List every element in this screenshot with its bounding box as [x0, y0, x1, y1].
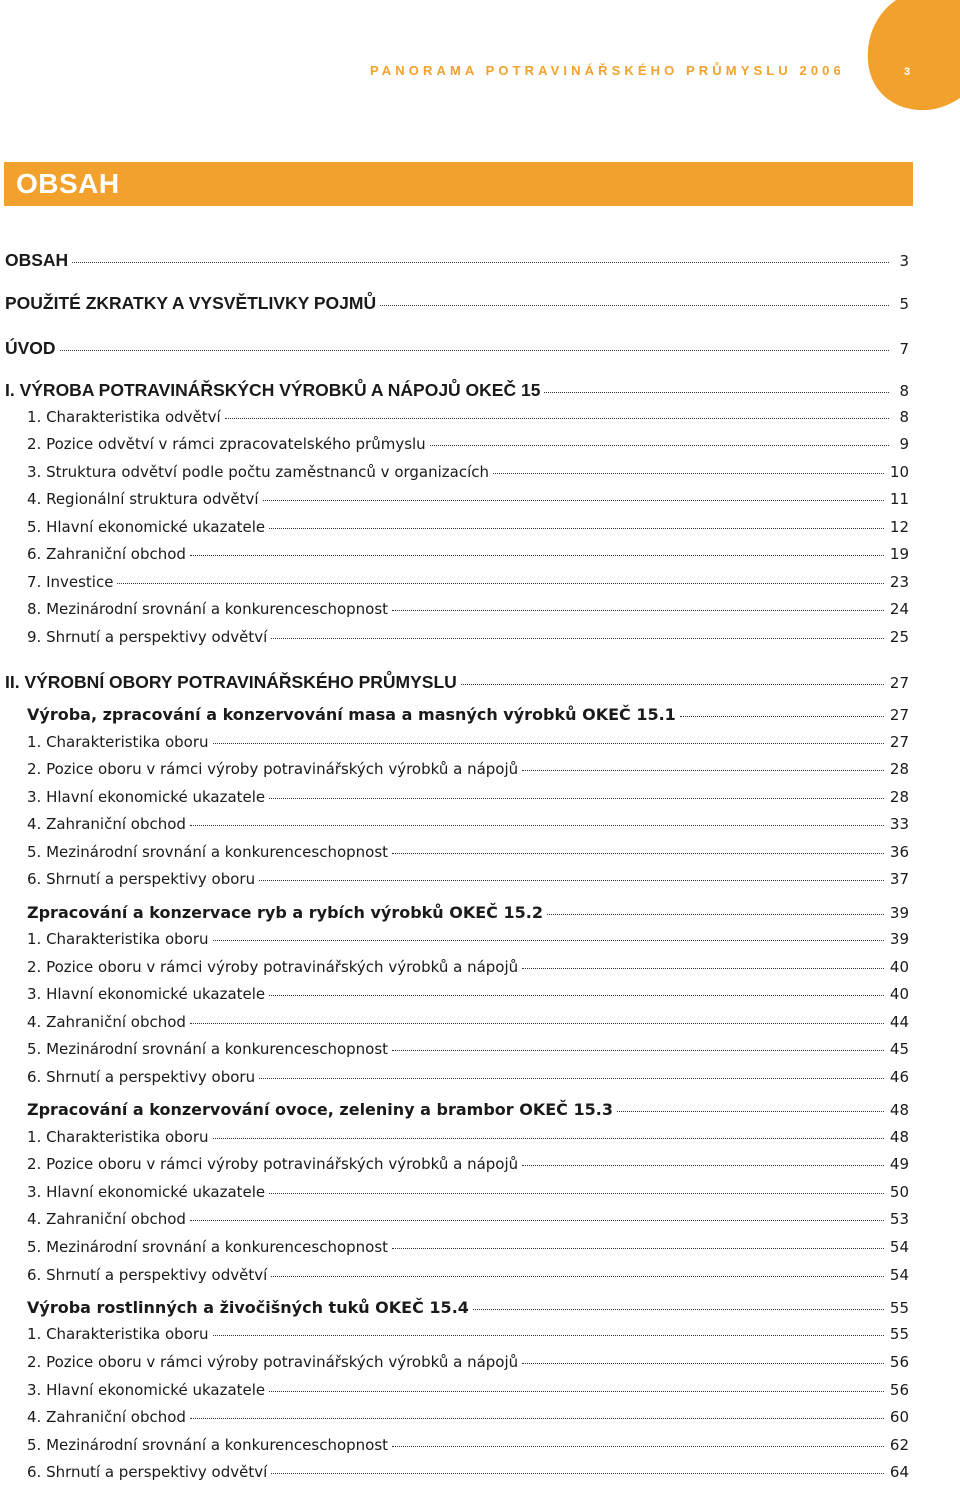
toc-entry-label: 4. Zahraniční obchod	[27, 1013, 186, 1031]
toc-entry[interactable]	[27, 463, 909, 485]
toc-page-number: 8	[899, 382, 909, 400]
dot-leader	[259, 880, 884, 881]
toc-page-number: 54	[889, 1238, 909, 1256]
toc-entry-label: 6. Shrnutí a perspektivy odvětví	[27, 1266, 268, 1284]
dot-leader	[271, 638, 884, 639]
toc-page-number: 28	[889, 760, 909, 778]
dot-leader	[392, 853, 884, 854]
section-title-bar	[4, 162, 913, 206]
toc-page-number: 64	[889, 1463, 909, 1481]
toc-entry-label: 6. Shrnutí a perspektivy oboru	[27, 870, 256, 888]
dot-leader	[392, 1248, 884, 1249]
dot-leader	[522, 770, 884, 771]
toc-entry[interactable]	[27, 1408, 909, 1430]
toc-entry[interactable]	[27, 1210, 909, 1232]
dot-leader	[269, 1391, 884, 1392]
toc-page-number: 62	[889, 1436, 909, 1454]
toc-page-number: 53	[889, 1210, 909, 1228]
toc-entry[interactable]	[27, 705, 909, 727]
toc-page-number: 24	[889, 600, 909, 618]
dot-leader	[544, 392, 889, 393]
toc-entry-label: 5. Mezinárodní srovnání a konkurenceschopnost	[27, 1040, 389, 1058]
dot-leader	[190, 1418, 884, 1419]
toc-entry[interactable]	[27, 903, 909, 925]
running-header: PANORAMA POTRAVINÁŘSKÉHO PRŮMYSLU 2006	[370, 63, 845, 78]
toc-entry[interactable]	[27, 870, 909, 892]
dot-leader	[392, 1050, 884, 1051]
dot-leader	[269, 995, 884, 996]
toc-entry-label: 5. Hlavní ekonomické ukazatele	[27, 518, 266, 536]
toc-entry-label: Výroba, zpracování a konzervování masa a masných výrobků OKEČ 15.1	[27, 705, 676, 724]
toc-entry[interactable]	[27, 1381, 909, 1403]
toc-page-number: 11	[889, 490, 909, 508]
toc-page-number: 25	[889, 628, 909, 646]
toc-entry-label: 2. Pozice oboru v rámci výroby potravinářských výrobků a nápojů	[27, 958, 519, 976]
toc-entry[interactable]	[27, 1325, 909, 1347]
dot-leader	[263, 500, 884, 501]
toc-entry[interactable]	[5, 293, 909, 315]
dot-leader	[522, 968, 884, 969]
dot-leader	[190, 825, 884, 826]
dot-leader	[473, 1309, 884, 1310]
toc-page-number: 48	[889, 1101, 909, 1119]
dot-leader	[213, 1335, 884, 1336]
toc-entry-label: 6. Shrnutí a perspektivy oboru	[27, 1068, 256, 1086]
toc-entry-label: 3. Struktura odvětví podle počtu zaměstnanců v organizacích	[27, 463, 490, 481]
toc-entry-label: ÚVOD	[5, 338, 56, 358]
toc-entry-label: 3. Hlavní ekonomické ukazatele	[27, 985, 266, 1003]
dot-leader	[190, 555, 884, 556]
toc-entry-label: 4. Regionální struktura odvětví	[27, 490, 259, 508]
dot-leader	[72, 262, 889, 263]
toc-entry[interactable]	[27, 490, 909, 512]
toc-page-number: 27	[889, 706, 909, 724]
toc-page-number: 27	[889, 733, 909, 751]
toc-page-number: 46	[889, 1068, 909, 1086]
toc-entry-label: I. VÝROBA POTRAVINÁŘSKÝCH VÝROBKŮ A NÁPOJŮ OKEČ 15	[5, 380, 541, 400]
toc-entry[interactable]	[27, 930, 909, 952]
toc-page-number: 36	[889, 843, 909, 861]
toc-entry[interactable]	[27, 1183, 909, 1205]
toc-entry[interactable]	[27, 1298, 909, 1320]
toc-page-number: 7	[899, 340, 909, 358]
dot-leader	[522, 1165, 884, 1166]
toc-entry[interactable]	[27, 518, 909, 540]
page-number: 3	[904, 66, 911, 78]
dot-leader	[269, 528, 884, 529]
toc-entry[interactable]	[5, 380, 909, 402]
toc-page-number: 45	[889, 1040, 909, 1058]
toc-page-number: 10	[889, 463, 909, 481]
toc-entry[interactable]	[5, 338, 909, 360]
toc-entry-label: POUŽITÉ ZKRATKY A VYSVĚTLIVKY POJMŮ	[5, 293, 377, 313]
toc-entry[interactable]	[27, 1040, 909, 1062]
toc-entry-label: 3. Hlavní ekonomické ukazatele	[27, 788, 266, 806]
toc-entry[interactable]	[27, 958, 909, 980]
toc-entry-label: Zpracování a konzervování ovoce, zeleniny a brambor OKEČ 15.3	[27, 1100, 613, 1119]
toc-page-number: 55	[889, 1325, 909, 1343]
toc-entry-label: 3. Hlavní ekonomické ukazatele	[27, 1381, 266, 1399]
dot-leader	[522, 1363, 884, 1364]
toc-page-number: 8	[899, 408, 909, 426]
toc-page-number: 39	[889, 930, 909, 948]
toc-page-number: 54	[889, 1266, 909, 1284]
toc-entry[interactable]	[27, 1128, 909, 1150]
dot-leader	[430, 445, 889, 446]
toc-entry-label: 1. Charakteristika odvětví	[27, 408, 221, 426]
dot-leader	[213, 743, 884, 744]
toc-entry-label: 4. Zahraniční obchod	[27, 815, 186, 833]
dot-leader	[269, 798, 884, 799]
toc-entry[interactable]	[27, 1013, 909, 1035]
toc-entry-label: 4. Zahraniční obchod	[27, 1210, 186, 1228]
toc-entry[interactable]	[27, 843, 909, 865]
toc-page-number: 19	[889, 545, 909, 563]
toc-entry[interactable]	[27, 408, 909, 430]
toc-page-number: 23	[889, 573, 909, 591]
toc-entry[interactable]	[27, 1266, 909, 1288]
toc-page-number: 56	[889, 1381, 909, 1399]
toc-page-number: 56	[889, 1353, 909, 1371]
toc-entry[interactable]	[27, 628, 909, 650]
toc-entry-label: 5. Mezinárodní srovnání a konkurenceschopnost	[27, 1436, 389, 1454]
toc-page-number: 5	[899, 295, 909, 313]
toc-entry-label: 6. Zahraniční obchod	[27, 545, 186, 563]
toc-page-number: 37	[889, 870, 909, 888]
toc-entry-label: Zpracování a konzervace ryb a rybích výrobků OKEČ 15.2	[27, 903, 543, 922]
toc-page-number: 48	[889, 1128, 909, 1146]
toc-entry-label: 7. Investice	[27, 573, 114, 591]
toc-entry-label: Výroba rostlinných a živočišných tuků OKEČ 15.4	[27, 1298, 469, 1317]
toc-entry[interactable]	[5, 250, 909, 272]
toc-entry-label: II. VÝROBNÍ OBORY POTRAVINÁŘSKÉHO PRŮMYSLU	[5, 672, 457, 692]
toc-entry-label: 1. Charakteristika oboru	[27, 733, 209, 751]
toc-page-number: 39	[889, 904, 909, 922]
dot-leader	[547, 914, 884, 915]
toc-entry-label: OBSAH	[5, 250, 69, 270]
toc-page-number: 50	[889, 1183, 909, 1201]
toc-entry-label: 3. Hlavní ekonomické ukazatele	[27, 1183, 266, 1201]
toc-entry[interactable]	[27, 545, 909, 567]
toc-entry[interactable]	[27, 815, 909, 837]
toc-entry[interactable]	[27, 760, 909, 782]
toc-entry[interactable]	[27, 1155, 909, 1177]
toc-page-number: 55	[889, 1299, 909, 1317]
toc-entry[interactable]	[27, 1436, 909, 1458]
toc-entry[interactable]	[27, 985, 909, 1007]
toc-entry-label: 8. Mezinárodní srovnání a konkurenceschopnost	[27, 600, 389, 618]
toc-entry[interactable]	[27, 1238, 909, 1260]
toc-page-number: 49	[889, 1155, 909, 1173]
toc-page-number: 40	[889, 985, 909, 1003]
toc-entry-label: 2. Pozice odvětví v rámci zpracovatelského průmyslu	[27, 435, 426, 453]
toc-entry-label: 6. Shrnutí a perspektivy odvětví	[27, 1463, 268, 1481]
toc-entry[interactable]	[27, 1353, 909, 1375]
dot-leader	[190, 1220, 884, 1221]
dot-leader	[392, 610, 884, 611]
dot-leader	[271, 1276, 884, 1277]
toc-page-number: 3	[899, 252, 909, 270]
toc-entry[interactable]	[5, 672, 909, 694]
toc-entry[interactable]	[27, 733, 909, 755]
dot-leader	[225, 418, 889, 419]
toc-entry-label: 1. Charakteristika oboru	[27, 1128, 209, 1146]
toc-page-number: 60	[889, 1408, 909, 1426]
toc-entry-label: 2. Pozice oboru v rámci výroby potravinářských výrobků a nápojů	[27, 760, 519, 778]
toc-entry-label: 1. Charakteristika oboru	[27, 1325, 209, 1343]
dot-leader	[392, 1446, 884, 1447]
toc-page-number: 12	[889, 518, 909, 536]
toc-page-number: 44	[889, 1013, 909, 1031]
toc-entry[interactable]	[27, 573, 909, 595]
toc-entry[interactable]	[27, 1068, 909, 1090]
dot-leader	[213, 1138, 884, 1139]
dot-leader	[680, 716, 884, 717]
toc-entry[interactable]	[27, 1100, 909, 1122]
dot-leader	[190, 1023, 884, 1024]
dot-leader	[617, 1111, 884, 1112]
toc-entry-label: 9. Shrnutí a perspektivy odvětví	[27, 628, 268, 646]
toc-entry-label: 5. Mezinárodní srovnání a konkurenceschopnost	[27, 1238, 389, 1256]
dot-leader	[269, 1193, 884, 1194]
toc-page-number: 33	[889, 815, 909, 833]
toc-page-number: 27	[889, 674, 909, 692]
dot-leader	[493, 473, 884, 474]
toc-page-number: 28	[889, 788, 909, 806]
toc-entry-label: 2. Pozice oboru v rámci výroby potravinářských výrobků a nápojů	[27, 1155, 519, 1173]
toc-page-number: 40	[889, 958, 909, 976]
toc-entry[interactable]	[27, 1463, 909, 1485]
dot-leader	[117, 583, 883, 584]
dot-leader	[461, 684, 884, 685]
toc-entry-label: 4. Zahraniční obchod	[27, 1408, 186, 1426]
dot-leader	[60, 350, 889, 351]
dot-leader	[213, 940, 884, 941]
page-corner-tab	[862, 0, 960, 114]
toc-page-number: 9	[899, 435, 909, 453]
page-title: OBSAH	[16, 168, 120, 199]
toc-entry[interactable]	[27, 788, 909, 810]
toc-entry-label: 1. Charakteristika oboru	[27, 930, 209, 948]
dot-leader	[271, 1473, 884, 1474]
dot-leader	[380, 305, 889, 306]
dot-leader	[259, 1078, 884, 1079]
toc-entry[interactable]	[27, 600, 909, 622]
toc-entry-label: 2. Pozice oboru v rámci výroby potravinářských výrobků a nápojů	[27, 1353, 519, 1371]
toc-entry[interactable]	[27, 435, 909, 457]
toc-entry-label: 5. Mezinárodní srovnání a konkurenceschopnost	[27, 843, 389, 861]
